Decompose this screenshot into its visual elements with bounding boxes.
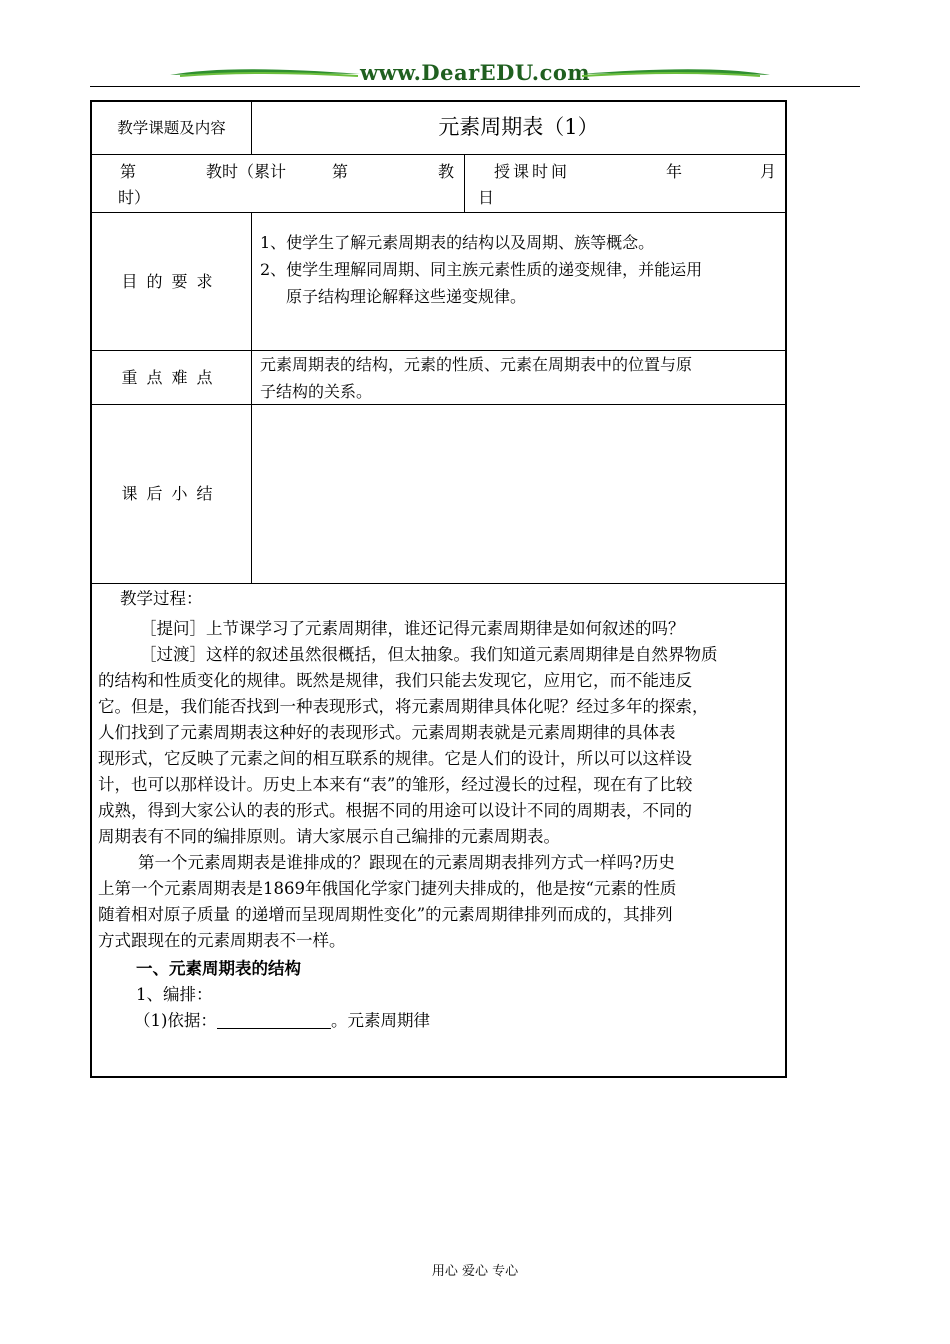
lesson-title: 元素周期表（1） bbox=[438, 115, 599, 139]
process-heading: 教学过程： bbox=[120, 589, 203, 608]
key-points-text: 元素周期表的结构，元素的性质、元素在周期表中的位置与原 bbox=[260, 355, 693, 374]
fill-in-item bbox=[92, 1008, 785, 1034]
subsection-heading: 1、编排： bbox=[136, 985, 213, 1004]
process-paragraph-line: 随着相对原子质量 的递增而呈现周期性变化”的元素周期律排列而成的，其排列 bbox=[98, 905, 673, 924]
goal-label: 目的要求 bbox=[121, 272, 222, 291]
lesson-count-text: 时） bbox=[118, 188, 151, 207]
goal-item: 2、使学生理解同周期、同主族元素性质的递变规律，并能运用 bbox=[260, 260, 703, 279]
teaching-time-day: 日 bbox=[478, 188, 495, 207]
row-divider bbox=[92, 583, 785, 584]
process-paragraph-line: 计，也可以那样设计。历史上本来有“表”的雏形，经过漫长的过程，现在有了比较 bbox=[98, 775, 693, 794]
row-divider bbox=[92, 212, 785, 213]
process-paragraph-line: 方式跟现在的元素周期表不一样。 bbox=[98, 931, 346, 950]
process-question: ［提问］上节课学习了元素周期律，谁还记得元素周期律是如何叙述的吗？ bbox=[140, 619, 685, 638]
fill-in-blank[interactable] bbox=[217, 1012, 331, 1029]
key-points-text: 子结构的关系。 bbox=[260, 382, 373, 401]
process-paragraph-line: 上第一个元素周期表是1869年俄国化学家门捷列夫排成的，他是按“元素的性质 bbox=[98, 879, 677, 898]
topic-label: 教学课题及内容 bbox=[117, 119, 226, 137]
process-paragraph-line: 它。但是，我们能否找到一种表现形式，将元素周期律具体化呢？经过多年的探索， bbox=[98, 697, 709, 716]
key-points-label: 重点难点 bbox=[121, 368, 222, 387]
process-paragraph-line: 的结构和性质变化的规律。既然是规律，我们只能去发现它，应用它，而不能违反 bbox=[98, 671, 692, 690]
teaching-time-month: 月 bbox=[760, 162, 777, 181]
goal-item: 原子结构理论解释这些递变规律。 bbox=[286, 287, 527, 306]
row-divider bbox=[92, 154, 785, 155]
site-header bbox=[90, 56, 860, 92]
lesson-count-text: 教时（累计 bbox=[206, 162, 287, 181]
teaching-time-label: 授课时间 bbox=[494, 162, 571, 181]
green-swoosh-icon bbox=[580, 66, 770, 82]
process-paragraph-line: 周期表有不同的编排原则。请大家展示自己编排的元素周期表。 bbox=[98, 827, 560, 846]
lesson-count-text: 第 bbox=[332, 162, 349, 181]
process-paragraph-line: ［过渡］这样的叙述虽然很概括，但太抽象。我们知道元素周期律是自然界物质 bbox=[140, 645, 718, 664]
process-paragraph-line: 人们找到了元素周期表这种好的表现形式。元素周期表就是元素周期律的具体表 bbox=[98, 723, 676, 742]
process-paragraph-line: 成熟，得到大家公认的表的形式。根据不同的用途可以设计不同的周期表，不同的 bbox=[98, 801, 692, 820]
page-footer: 用心 爱心 专心 bbox=[431, 1264, 519, 1279]
section-heading: 一、元素周期表的结构 bbox=[136, 959, 301, 978]
process-paragraph-line: 现形式，它反映了元素之间的相互联系的规律。它是人们的设计，所以可以这样设 bbox=[98, 749, 692, 768]
goal-item: 1、使学生了解元素周期表的结构以及周期、族等概念。 bbox=[260, 233, 655, 252]
process-paragraph-line: 第一个元素周期表是谁排成的？跟现在的元素周期表排列方式一样吗?历史 bbox=[138, 853, 675, 872]
lesson-count-text: 第 bbox=[120, 162, 137, 181]
lesson-count-text: 教 bbox=[438, 162, 455, 181]
fill-in-prefix: （1)依据： bbox=[134, 1011, 217, 1030]
teaching-time-year: 年 bbox=[666, 162, 683, 181]
green-swoosh-icon bbox=[170, 66, 360, 82]
site-logo[interactable]: www.DearEDU.com bbox=[360, 60, 591, 85]
summary-label: 课后小结 bbox=[121, 484, 222, 503]
col-divider bbox=[464, 154, 465, 212]
summary-area[interactable] bbox=[252, 405, 785, 583]
header-rule bbox=[90, 86, 860, 87]
fill-in-suffix: 。元素周期律 bbox=[330, 1011, 430, 1030]
lesson-plan-page bbox=[90, 100, 787, 1078]
